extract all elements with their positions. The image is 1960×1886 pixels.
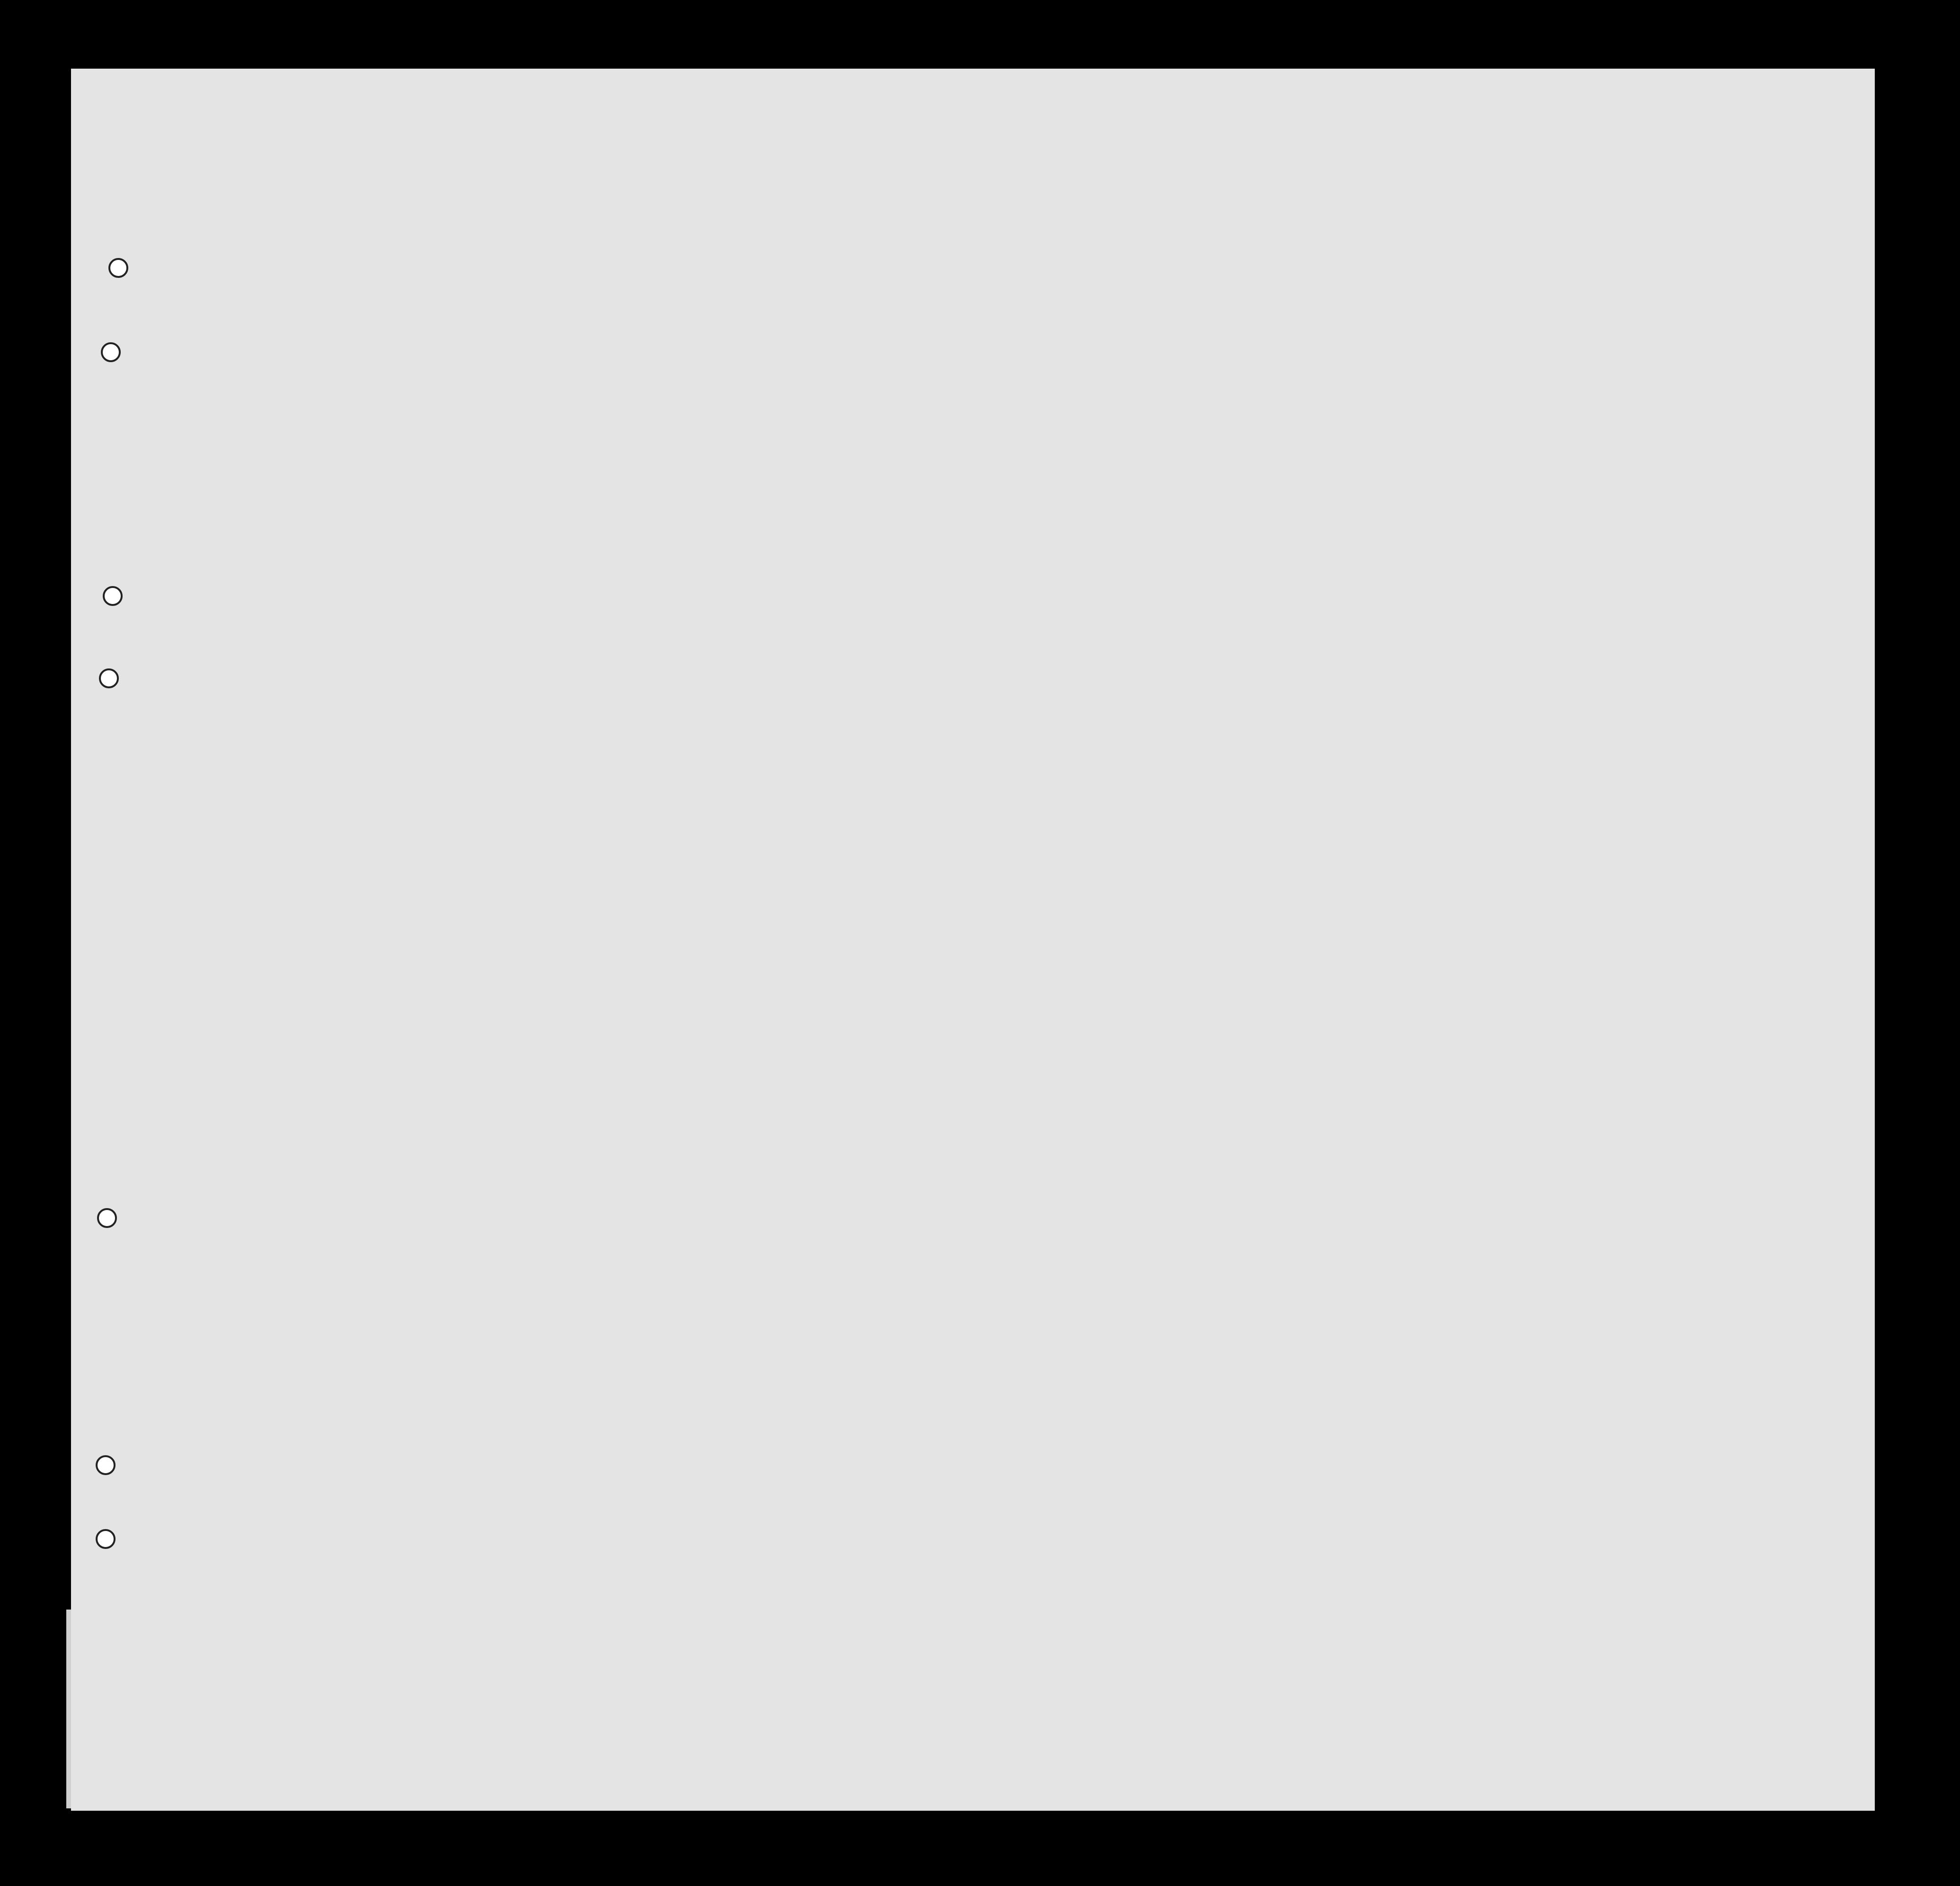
binder-hole (96, 1529, 116, 1549)
binder-hole (99, 668, 119, 688)
binder-hole (96, 1455, 116, 1475)
binder-hole (97, 1208, 117, 1228)
binder-hole (108, 258, 128, 278)
form-grid (71, 69, 1875, 1811)
manifest-sheet (71, 69, 1875, 1811)
binder-hole (103, 586, 123, 606)
binder-hole (101, 342, 121, 362)
